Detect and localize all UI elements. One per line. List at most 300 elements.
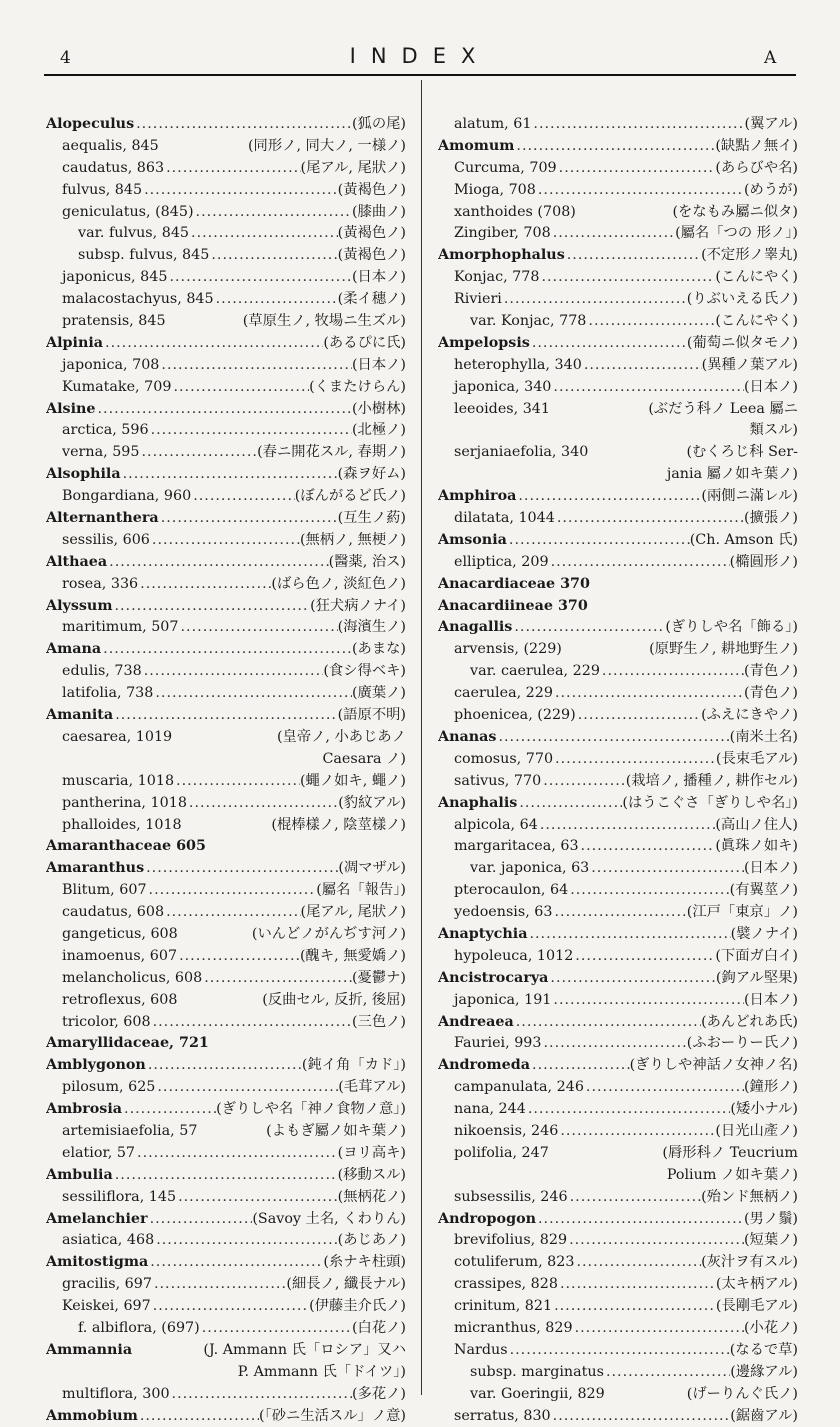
- entry-term: elatior, 57: [62, 1144, 136, 1161]
- index-continuation-line: [46, 749, 406, 771]
- entry-term: Anaptychia: [438, 925, 528, 942]
- entry-term: sessilis, 606: [62, 531, 150, 548]
- index-species-entry: [46, 990, 406, 1012]
- entry-term: Amsonia: [438, 531, 507, 548]
- left-column: [46, 114, 406, 1427]
- entry-term: latifolia, 738: [62, 685, 154, 702]
- entry-gloss: (ぶだう科ノ Leea 屬ニ: [648, 400, 798, 417]
- index-species-entry: [438, 399, 798, 421]
- entry-gloss: (J. Ammann 氏「ロシア」又ハ: [203, 1341, 406, 1358]
- entry-gloss: (有翼莖ノ): [729, 882, 798, 899]
- entry-gloss: (白花ノ): [351, 1319, 406, 1336]
- index-genus-entry: [438, 924, 798, 946]
- column-divider: [421, 80, 422, 1395]
- leader-dots: [209, 245, 337, 267]
- entry-gloss: (ぎりしや名「神ノ食物ノ意」): [216, 1101, 406, 1118]
- index-continuation-line: [438, 1165, 798, 1187]
- entry-term: Amblygonon: [46, 1057, 146, 1074]
- leader-dots: [553, 683, 744, 705]
- leader-dots: [538, 815, 716, 837]
- entry-gloss: (栽培ノ, 播種ノ, 耕作セル): [625, 772, 798, 789]
- index-species-entry: [438, 683, 798, 705]
- entry-term: Amelanchier: [46, 1210, 148, 1227]
- index-species-entry: [438, 1143, 798, 1165]
- leader-dots: [502, 289, 687, 311]
- entry-term: Anagallis: [438, 619, 513, 636]
- entry-term: dilatata, 1044: [454, 510, 555, 527]
- leader-dots: [179, 617, 338, 639]
- index-species-entry: [46, 486, 406, 508]
- entry-gloss: (こんにやく): [715, 313, 798, 330]
- index-species-entry: [438, 1187, 798, 1209]
- entry-term: var. Konjac, 778: [470, 313, 587, 330]
- index-species-entry: [438, 858, 798, 880]
- leader-dots: [113, 705, 337, 727]
- entry-term: Amaryllidaceae, 721: [46, 1035, 209, 1052]
- entry-gloss: (鐘形ノ): [743, 1079, 798, 1096]
- index-species-entry: [46, 793, 406, 815]
- leader-dots: [148, 1209, 253, 1231]
- entry-term: Ampelopsis: [438, 334, 530, 351]
- entry-term: japonica, 340: [454, 378, 552, 395]
- index-species-entry: [46, 1077, 406, 1099]
- entry-term: subsp. marginatus: [470, 1363, 604, 1380]
- leader-dots: [177, 946, 300, 968]
- entry-gloss: (森ヲ好ム): [337, 466, 406, 483]
- entry-term: Anacardiaceae 370: [438, 575, 590, 592]
- index-species-entry: [46, 180, 406, 202]
- index-species-entry: [46, 1318, 406, 1340]
- index-genus-entry: [46, 1165, 406, 1187]
- index-species-entry: [438, 1099, 798, 1121]
- entry-gloss: (不定形ノ睾丸): [701, 247, 798, 264]
- leader-dots: [144, 858, 338, 880]
- index-species-entry: [46, 1187, 406, 1209]
- index-species-entry: [438, 202, 798, 224]
- index-species-entry: [46, 377, 406, 399]
- entry-term: subsessilis, 246: [454, 1188, 568, 1205]
- entry-gloss: (あんどれあ氏): [701, 1013, 798, 1030]
- page-number: 4: [60, 48, 71, 68]
- entry-gloss: (膝曲ノ): [351, 203, 406, 220]
- index-species-entry: [46, 289, 406, 311]
- index-species-entry: [438, 1252, 798, 1274]
- entry-term: pterocaulon, 64: [454, 882, 569, 899]
- leader-dots: [557, 158, 716, 180]
- entry-term: verna, 595: [62, 444, 140, 461]
- entry-term: heterophylla, 340: [454, 356, 582, 373]
- entry-gloss: (同形ノ, 同大ノ, 一様ノ): [247, 137, 406, 154]
- entry-term: arctica, 596: [62, 422, 149, 439]
- entry-term: subsp. fulvus, 845: [78, 247, 210, 264]
- leader-dots: [139, 442, 257, 464]
- entry-gloss: (ぎりしや名「飾る」): [665, 619, 798, 636]
- entry-term: hypoleuca, 1012: [454, 947, 574, 964]
- leader-dots: [147, 880, 317, 902]
- entry-term: nana, 244: [454, 1101, 526, 1118]
- index-species-entry: [46, 530, 406, 552]
- index-species-entry: [438, 902, 798, 924]
- entry-term: aequalis, 845: [62, 137, 159, 154]
- entry-gloss: (擴張ノ): [743, 510, 798, 527]
- leader-dots: [542, 1033, 687, 1055]
- entry-term: serratus, 830: [454, 1407, 551, 1424]
- entry-gloss: (鉤アル堅果): [715, 969, 798, 986]
- entry-term: comosus, 770: [454, 750, 554, 767]
- index-species-entry: [46, 267, 406, 289]
- entry-gloss: (翼アル): [744, 116, 798, 132]
- leader-dots: [526, 1099, 731, 1121]
- index-genus-entry: [46, 836, 406, 858]
- entry-term: edulis, 738: [62, 663, 142, 680]
- entry-term: Mioga, 708: [454, 181, 536, 198]
- entry-gloss: (狐の尾): [351, 116, 406, 132]
- entry-term: retroflexus, 608: [62, 991, 178, 1008]
- index-genus-entry: [46, 114, 406, 136]
- entry-term: phoenicea, (229): [454, 707, 576, 724]
- leader-dots: [558, 1274, 716, 1296]
- index-genus-entry: [438, 968, 798, 990]
- leader-dots: [170, 1384, 352, 1406]
- leader-dots: [191, 486, 295, 508]
- entry-term: malacostachyus, 845: [62, 291, 214, 308]
- index-species-entry: [438, 1296, 798, 1318]
- entry-gloss: (日光山產ノ): [715, 1122, 798, 1139]
- entry-term: gangeticus, 608: [62, 925, 178, 942]
- entry-gloss: (日本ノ): [743, 378, 798, 395]
- entry-gloss: (めうが): [743, 181, 798, 198]
- entry-term: xanthoides (708): [454, 203, 576, 220]
- leader-dots: [142, 661, 324, 683]
- entry-gloss: (食シ得ベキ): [323, 663, 406, 680]
- entry-gloss: (糸ナキ柱頭): [323, 1254, 406, 1271]
- entry-term: Alyssum: [46, 597, 113, 614]
- entry-term: Andropogon: [438, 1210, 537, 1227]
- index-species-entry: [438, 1033, 798, 1055]
- entry-term: Curcuma, 709: [454, 159, 557, 176]
- entry-gloss: (短葉ノ): [743, 1232, 798, 1249]
- leader-dots: [573, 1318, 744, 1340]
- index-species-entry: [438, 1274, 798, 1296]
- leader-dots: [551, 1406, 731, 1427]
- leader-dots: [187, 793, 338, 815]
- index-genus-entry: [438, 574, 798, 596]
- entry-gloss: Caesara ノ): [322, 750, 406, 767]
- right-column: [438, 114, 798, 1427]
- leader-dots: [167, 267, 352, 289]
- index-species-entry: [46, 1384, 406, 1406]
- entry-gloss: (無柄花ノ): [337, 1188, 406, 1205]
- index-species-entry: [438, 946, 798, 968]
- entry-gloss: (あじあノ): [337, 1232, 406, 1249]
- entry-gloss: (はうこぐさ「ぎりしや名」): [622, 794, 798, 811]
- entry-gloss: (互生ノ葯): [337, 510, 406, 527]
- index-species-entry: [46, 815, 406, 837]
- index-genus-entry: [46, 1406, 406, 1427]
- entry-term: var. Goeringii, 829: [470, 1385, 605, 1402]
- entry-gloss: (殆ンド無柄ノ): [701, 1188, 798, 1205]
- entry-term: fulvus, 845: [62, 181, 143, 198]
- entry-term: Amitostigma: [46, 1254, 149, 1271]
- entry-gloss: (醫薬, 治ス): [328, 553, 406, 570]
- index-genus-entry: [438, 617, 798, 639]
- leader-dots: [103, 333, 323, 355]
- section-letter: A: [764, 48, 777, 68]
- index-continuation-line: [46, 1362, 406, 1384]
- entry-gloss: (ヨリ高キ): [337, 1144, 406, 1161]
- entry-term: pratensis, 845: [62, 313, 166, 330]
- leader-dots: [159, 508, 338, 530]
- entry-term: Bongardiana, 960: [62, 488, 192, 505]
- entry-term: Anacardiineae 370: [438, 597, 588, 614]
- leader-dots: [539, 267, 715, 289]
- entry-term: sessiliflora, 145: [62, 1188, 177, 1205]
- leader-dots: [600, 661, 744, 683]
- entry-term: gracilis, 697: [62, 1276, 152, 1293]
- leader-dots: [552, 1296, 716, 1318]
- entry-term: Amomum: [438, 137, 515, 154]
- index-species-entry: [438, 990, 798, 1012]
- index-genus-entry: [438, 136, 798, 158]
- leader-dots: [159, 355, 352, 377]
- index-genus-entry: [438, 727, 798, 749]
- entry-gloss: (男ノ鬚): [743, 1210, 798, 1227]
- index-species-entry: [438, 705, 798, 727]
- entry-gloss: (皇帝ノ, 小あじあノ: [276, 728, 406, 745]
- entry-gloss: (憂鬱ナ): [351, 969, 406, 986]
- leader-dots: [174, 771, 300, 793]
- leader-dots: [142, 180, 338, 202]
- entry-gloss: (あらびや名): [715, 159, 798, 176]
- index-species-entry: [46, 661, 406, 683]
- leader-dots: [152, 1274, 286, 1296]
- index-species-entry: [438, 158, 798, 180]
- leader-dots: [96, 399, 352, 421]
- entry-gloss: (棍棒樣ノ, 陰莖樣ノ): [271, 816, 406, 833]
- index-species-entry: [438, 1230, 798, 1252]
- entry-term: japonica, 708: [62, 356, 160, 373]
- index-species-entry: [46, 1274, 406, 1296]
- index-genus-entry: [438, 245, 798, 267]
- leader-dots: [586, 311, 715, 333]
- leader-dots: [530, 1055, 630, 1077]
- leader-dots: [202, 968, 352, 990]
- entry-term: Alternanthera: [46, 510, 159, 527]
- entry-gloss: (小樹林): [351, 400, 406, 417]
- entry-term: maritimum, 507: [62, 619, 179, 636]
- entry-gloss: (屬名「報告」): [316, 882, 406, 899]
- entry-gloss: (太キ柄アル): [715, 1276, 798, 1293]
- entry-gloss: (凋マザル): [338, 860, 406, 877]
- entry-term: crassipes, 828: [454, 1276, 558, 1293]
- entry-term: japonicus, 845: [62, 269, 168, 286]
- entry-term: Alsine: [46, 400, 96, 417]
- entry-term: artemisiaefolia, 57: [62, 1122, 198, 1139]
- entry-gloss: (高山ノ住人): [715, 816, 798, 833]
- entry-gloss: (柔イ穗ノ): [337, 291, 406, 308]
- entry-gloss: (草原生ノ, 牧場ニ生ズル): [242, 313, 406, 330]
- entry-term: Andromeda: [438, 1057, 531, 1074]
- leader-dots: [516, 486, 701, 508]
- entry-term: Andreaea: [438, 1013, 514, 1030]
- entry-term: inamoenus, 607: [62, 947, 178, 964]
- entry-term: japonica, 191: [454, 991, 552, 1008]
- leader-dots: [107, 552, 328, 574]
- index-species-entry: [46, 420, 406, 442]
- index-species-entry: [438, 749, 798, 771]
- leader-dots: [565, 245, 701, 267]
- index-species-entry: [46, 442, 406, 464]
- entry-term: arvensis, (229): [454, 641, 562, 658]
- entry-gloss: (日本ノ): [351, 356, 406, 373]
- entry-term: caerulea, 229: [454, 685, 553, 702]
- entry-term: Amanita: [46, 707, 114, 724]
- index-species-entry: [46, 158, 406, 180]
- entry-gloss: (語原不明): [337, 707, 406, 724]
- entry-term: Amorphophalus: [438, 247, 565, 264]
- leader-dots: [551, 377, 744, 399]
- index-species-entry: [438, 880, 798, 902]
- leader-dots: [555, 508, 744, 530]
- entry-gloss: (りぶいえる氏ノ): [686, 291, 798, 308]
- index-species-entry: [46, 202, 406, 224]
- index-genus-entry: [438, 793, 798, 815]
- entry-gloss: (日本ノ): [743, 860, 798, 877]
- leader-dots: [155, 1077, 338, 1099]
- leader-dots: [551, 223, 675, 245]
- entry-term: caesarea, 1019: [62, 728, 173, 745]
- page-header: [0, 0, 840, 80]
- index-species-entry: [438, 661, 798, 683]
- leader-dots: [214, 289, 338, 311]
- leader-dots: [568, 880, 729, 902]
- entry-gloss: (春ニ開花スル, 春期ノ): [257, 444, 406, 461]
- entry-gloss: (伊藤圭介氏ノ): [309, 1298, 406, 1315]
- index-genus-entry: [46, 508, 406, 530]
- index-genus-entry: [46, 333, 406, 355]
- leader-dots: [553, 902, 687, 924]
- index-species-entry: [438, 442, 798, 464]
- leader-dots: [576, 705, 701, 727]
- index-species-entry: [438, 639, 798, 661]
- entry-gloss: jania 屬ノ如キ葉ノ): [666, 466, 798, 483]
- index-genus-entry: [46, 1252, 406, 1274]
- index-species-entry: [46, 617, 406, 639]
- leader-dots: [579, 836, 716, 858]
- index-genus-entry: [438, 596, 798, 618]
- entry-gloss: (下面ガ白イ): [715, 947, 798, 964]
- index-genus-entry: [46, 639, 406, 661]
- index-genus-entry: [46, 1033, 406, 1055]
- leader-dots: [496, 727, 729, 749]
- index-species-entry: [438, 508, 798, 530]
- entry-gloss: (あるぴに氏): [323, 334, 406, 351]
- index-genus-entry: [46, 552, 406, 574]
- leader-dots: [135, 1143, 338, 1165]
- header-rule: [44, 74, 796, 76]
- entry-term: alatum, 61: [454, 116, 532, 132]
- leader-dots: [558, 1121, 715, 1143]
- index-species-entry: [438, 267, 798, 289]
- entry-gloss: (北極ノ): [351, 422, 406, 439]
- entry-term: tricolor, 608: [62, 1013, 151, 1030]
- leader-dots: [171, 377, 309, 399]
- index-genus-entry: [46, 399, 406, 421]
- entry-gloss: (よもぎ屬ノ如キ葉ノ): [266, 1122, 406, 1139]
- leader-dots: [164, 158, 300, 180]
- entry-gloss: (尾アル, 尾狀ノ): [300, 159, 406, 176]
- entry-gloss: (矮小ナル): [730, 1101, 798, 1118]
- entry-term: micranthus, 829: [454, 1319, 573, 1336]
- index-species-entry: [438, 355, 798, 377]
- page-title: INDEX: [349, 44, 491, 68]
- entry-term: pantherina, 1018: [62, 794, 187, 811]
- entry-gloss: (長剛毛アル): [715, 1298, 798, 1315]
- entry-term: leeoides, 341: [454, 400, 551, 417]
- leader-dots: [549, 552, 730, 574]
- entry-gloss: P. Ammann 氏「ドイツ」): [237, 1363, 406, 1380]
- index-genus-entry: [46, 705, 406, 727]
- index-continuation-line: [438, 464, 798, 486]
- entry-gloss: (ふえにきやノ): [701, 707, 798, 724]
- index-species-entry: [438, 1121, 798, 1143]
- index-species-entry: [438, 289, 798, 311]
- entry-gloss: (襞ノナイ): [730, 925, 798, 942]
- entry-term: Amaranthus: [46, 860, 145, 877]
- leader-dots: [189, 223, 338, 245]
- entry-term: pilosum, 625: [62, 1079, 156, 1096]
- entry-term: sativus, 770: [454, 772, 542, 789]
- entry-term: elliptica, 209: [454, 553, 549, 570]
- index-species-entry: [438, 771, 798, 793]
- entry-gloss: (南米土名): [729, 728, 798, 745]
- entry-term: serjaniaefolia, 340: [454, 444, 589, 461]
- leader-dots: [536, 180, 744, 202]
- entry-gloss: (狂犬病ノナイ): [310, 597, 406, 614]
- entry-gloss: (をなもみ屬ニ似タ): [672, 203, 798, 220]
- entry-gloss: (灰汁ヲ有スル): [701, 1254, 798, 1271]
- leader-dots: [527, 924, 730, 946]
- entry-term: geniculatus, (845): [62, 203, 194, 220]
- index-species-entry: [46, 946, 406, 968]
- index-continuation-line: [438, 420, 798, 442]
- index-species-entry: [46, 311, 406, 333]
- entry-term: Zingiber, 708: [454, 225, 551, 242]
- leader-dots: [153, 683, 352, 705]
- leader-dots: [551, 990, 744, 1012]
- entry-gloss: (長束毛アル): [715, 750, 798, 767]
- index-species-entry: [438, 114, 798, 136]
- entry-gloss: (日本ノ): [351, 269, 406, 286]
- entry-gloss: (ぼんがるど氏ノ): [294, 488, 406, 505]
- leader-dots: [553, 749, 716, 771]
- index-genus-entry: [438, 1012, 798, 1034]
- leader-dots: [151, 1296, 309, 1318]
- entry-gloss: (眞珠ノ如キ): [715, 838, 798, 855]
- leader-dots: [138, 574, 271, 596]
- index-species-entry: [46, 1296, 406, 1318]
- leader-dots: [194, 202, 352, 224]
- index-species-entry: [46, 136, 406, 158]
- entry-term: Anaphalis: [438, 794, 518, 811]
- leader-dots: [512, 617, 665, 639]
- entry-term: Amphiroa: [438, 488, 517, 505]
- entry-term: caudatus, 608: [62, 904, 165, 921]
- entry-term: Kumatake, 709: [62, 378, 172, 395]
- leader-dots: [113, 1165, 338, 1187]
- index-species-entry: [46, 223, 406, 245]
- entry-gloss: (鈍イ角「カド」): [301, 1057, 406, 1074]
